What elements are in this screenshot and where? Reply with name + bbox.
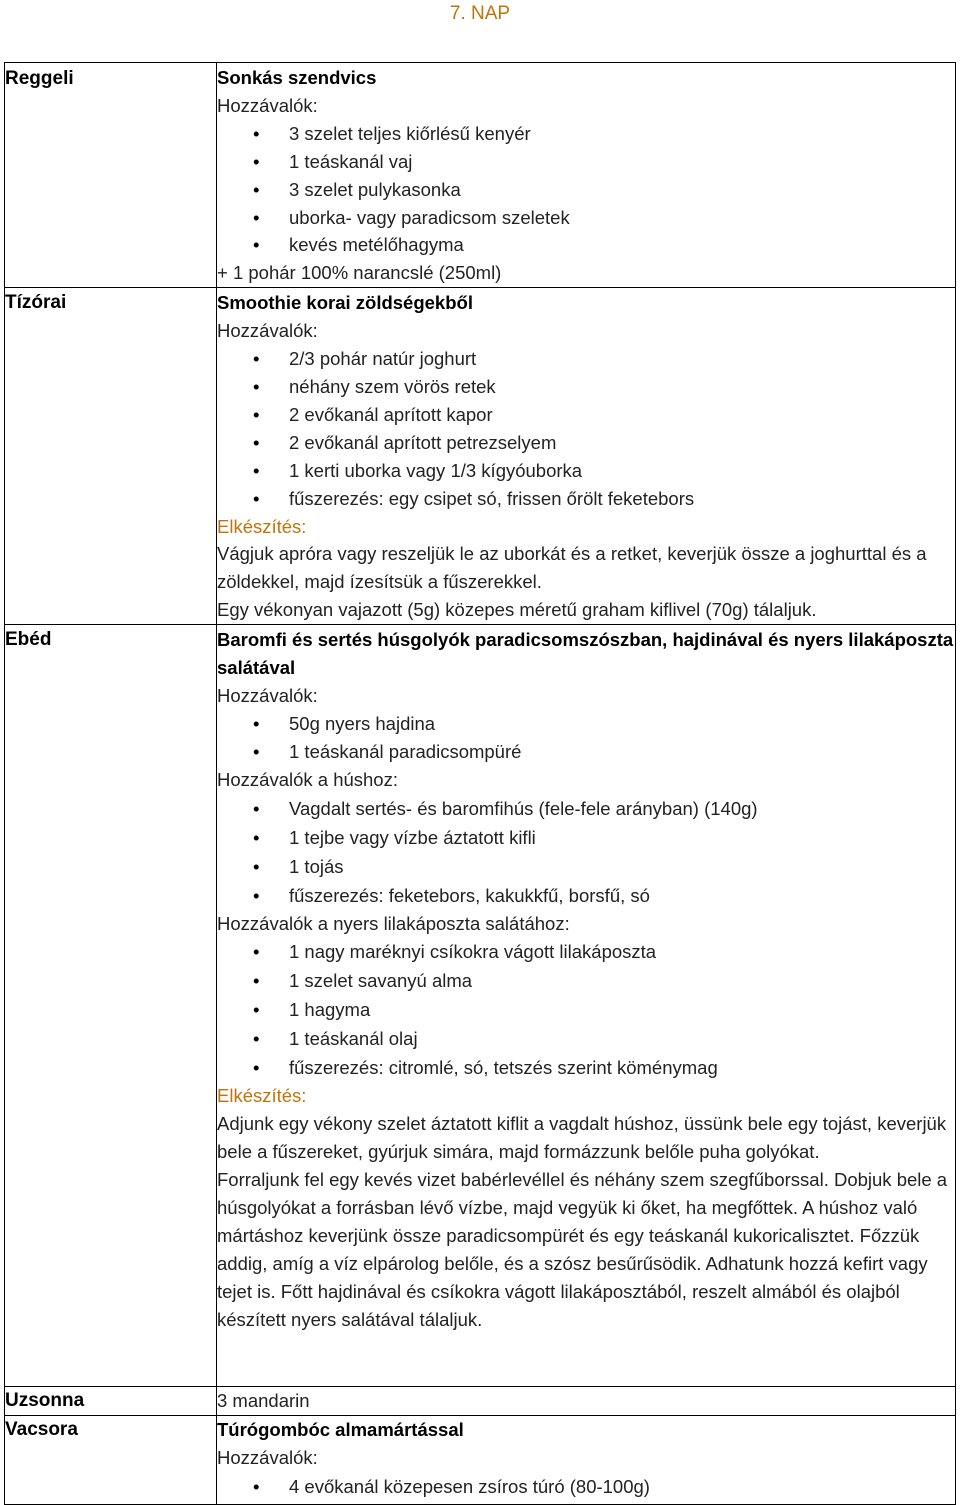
list-item: • 1 tejbe vagy vízbe áztatott kifli: [289, 823, 955, 852]
preparation-paragraph: Forraljunk fel egy kevés vizet babérlevéllel és néhány szem szegfűborssal. Dobjuk bele a húsgolyókat a forrásban lévő vízbe, majd vegyük ki őket, ha megfőttek. A húshoz való mártáshoz keverjünk össze paradicsompürét és egy teáskanál kukoricalisztet. Főzzük addig, amíg a víz elpárolog belőle, és a szósz besűrűsödik. Adhatunk hozzá kefirt vagy tejet is. Főtt hajdinával és csíkokra vágott lilakáposztából, reszelt almából és olajból készített nyers salátával tálaljuk.: [217, 1169, 948, 1330]
content-cell-reggeli: [217, 63, 956, 288]
meal-name: Uzsonna: [5, 1390, 85, 1412]
list-item: • 1 teáskanál olaj: [289, 1024, 955, 1053]
ingredients-heading: Hozzávalók:: [217, 684, 318, 706]
list-item: • néhány szem vörös retek: [289, 373, 955, 401]
salad-ingredient-list: [217, 937, 955, 1082]
ingredient-list: [217, 120, 955, 260]
list-item: • 50g nyers hajdina: [289, 710, 955, 738]
meal-name: Ebéd: [5, 629, 52, 651]
preparation-text: [217, 1110, 955, 1333]
list-item: • 1 tojás: [289, 852, 955, 881]
meal-cell-vacsora: [5, 1416, 217, 1505]
table-row: [5, 1416, 956, 1505]
preparation-paragraph: Egy vékonyan vajazott (5g) közepes méretű graham kiflivel (70g) tálaljuk.: [217, 599, 817, 621]
page-title: 7. NAP: [449, 3, 511, 24]
list-item: • 3 szelet teljes kiőrlésű kenyér: [289, 120, 955, 148]
list-item: • 1 nagy maréknyi csíkokra vágott lilakáposzta: [289, 937, 955, 966]
list-item: • 1 teáskanál paradicsompüré: [289, 738, 955, 766]
list-item: • fűszerezés: citromlé, só, tetszés szerint köménymag: [289, 1053, 955, 1082]
preparation-paragraph: Vágjuk apróra vagy reszeljük le az uborkát és a retket, keverjük össze a joghurttal és a zöldekkel, majd ízesítsük a fűszerekkel.: [217, 543, 927, 593]
list-item: • kevés metélőhagyma: [289, 231, 955, 259]
content-cell-tizorai: [217, 288, 956, 625]
list-item: • 3 szelet pulykasonka: [289, 176, 955, 204]
meal-name: Vacsora: [5, 1419, 78, 1441]
list-item: • 1 szelet savanyú alma: [289, 966, 955, 995]
content-cell-vacsora: [217, 1416, 956, 1505]
snack-text: 3 mandarin: [217, 1390, 310, 1412]
salad-ingredients-heading: Hozzávalók a nyers lilakáposzta salátához:: [217, 912, 570, 934]
list-item: • 2 evőkanál aprított petrezselyem: [289, 429, 955, 457]
ingredient-list: [217, 1472, 955, 1501]
list-item: • fűszerezés: feketebors, kakukkfű, borsfű, só: [289, 881, 955, 910]
list-item: • fűszerezés: egy csipet só, frissen őrölt feketebors: [289, 485, 955, 513]
meal-cell-tizorai: [5, 288, 217, 625]
drink-line: + 1 pohár 100% narancslé (250ml): [217, 262, 502, 284]
ingredient-list: [217, 345, 955, 512]
meat-ingredient-list: [217, 794, 955, 910]
meal-name: Reggeli: [5, 68, 74, 89]
preparation-heading: Elkészítés:: [217, 1085, 307, 1107]
list-item: • 2/3 pohár natúr joghurt: [289, 345, 955, 373]
table-row: [5, 63, 956, 288]
table-row: [5, 1387, 956, 1416]
list-item: • Vagdalt sertés- és baromfihús (fele-fele arányban) (140g): [289, 794, 955, 823]
table-row: [5, 288, 956, 625]
ingredients-heading: Hozzávalók:: [217, 94, 318, 116]
list-item: • 1 teáskanál vaj: [289, 148, 955, 176]
meal-cell-reggeli: [5, 63, 217, 288]
table-row: [5, 625, 956, 1387]
list-item: • 1 hagyma: [289, 995, 955, 1024]
list-item: • 1 kerti uborka vagy 1/3 kígyóuborka: [289, 457, 955, 485]
meal-cell-ebed: [5, 625, 217, 1387]
list-item: • uborka- vagy paradicsom szeletek: [289, 204, 955, 232]
preparation-heading: Elkészítés:: [217, 515, 307, 537]
list-item: • 2 evőkanál aprított kapor: [289, 401, 955, 429]
meat-ingredients-heading: Hozzávalók a húshoz:: [217, 768, 398, 790]
dish-title: Smoothie korai zöldségekből: [217, 292, 473, 314]
dish-title: Sonkás szendvics: [217, 67, 377, 88]
meal-cell-uzsonna: [5, 1387, 217, 1416]
ingredients-heading: Hozzávalók:: [217, 320, 318, 342]
content-cell-uzsonna: [217, 1387, 956, 1416]
ingredients-heading: Hozzávalók:: [217, 1447, 318, 1469]
dish-title: Túrógombóc almamártással: [217, 1419, 464, 1441]
preparation-text: [217, 540, 955, 624]
meal-name: Tízórai: [5, 292, 67, 314]
dish-title: Baromfi és sertés húsgolyók paradicsomszószban, hajdinával és nyers lilakáposzta salátával: [217, 629, 954, 679]
ingredient-list: [217, 710, 955, 766]
list-item: • 4 evőkanál közepesen zsíros túró (80-100g): [289, 1472, 955, 1501]
preparation-paragraph: Adjunk egy vékony szelet áztatott kiflit a vagdalt húshoz, üssünk bele egy tojást, keverjük bele a fűszereket, gyúrjuk simára, majd formázzunk belőle puha golyókat.: [217, 1113, 947, 1163]
meal-plan-table: [4, 62, 956, 1505]
content-cell-ebed: [217, 625, 956, 1387]
